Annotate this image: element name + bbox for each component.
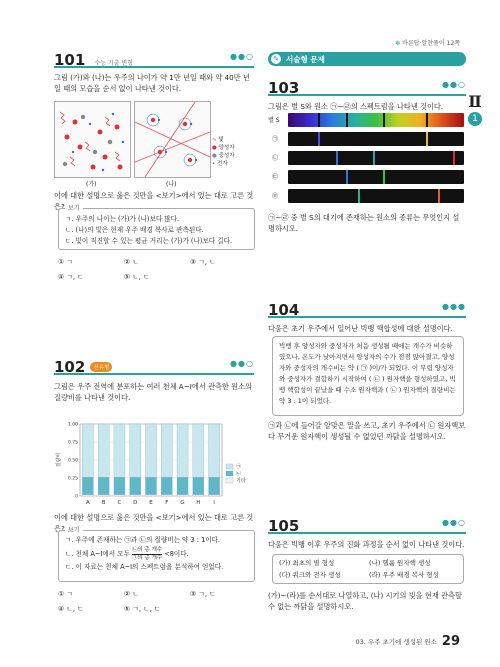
question-prompt: ㉠과 ㉡에 들어갈 알맞은 말을 쓰고, 초기 우주에서 ㉡ 원자핵보다 무거운 원자핵이 생성될 수 없었던 까닭을 설명하시오. — [268, 421, 466, 441]
question-text: 그림 (가)와 (나)는 우주의 나이가 약 1만 년일 때와 약 40만 년일 때의 모습을 순서 없이 나타낸 것이다. — [54, 73, 250, 93]
difficulty-dots: ●●○ — [230, 52, 254, 61]
section-number-badge: 1 — [468, 112, 482, 126]
question-number: 105 — [268, 517, 300, 535]
bar-segment — [145, 495, 156, 496]
question-header — [54, 357, 254, 375]
bogi-label: 보기 — [65, 203, 83, 212]
bar-segment — [145, 477, 156, 494]
figure-a-label: (가) — [86, 181, 97, 188]
question-105 — [268, 516, 466, 550]
legend-swatch — [226, 478, 233, 483]
x-tick-label: G — [180, 500, 185, 506]
bogi-item: ㄴ. 천체 A~I에서 모두 ㉡의 총 개수 ㉠의 총 개수 <8이다. — [65, 546, 189, 561]
chapter-number: Ⅱ — [468, 92, 482, 111]
question-102 — [54, 357, 254, 403]
question-text: 그림은 우주 전역에 분포하는 여러 천체 A~I에서 관측한 원소의 질량비를 나타낸 것이다. — [54, 382, 252, 402]
question-number: 102 — [54, 358, 86, 376]
question-prompt: (가)~(라)를 순서대로 나열하고, (나) 시기의 빛을 현재 관측할 수 없는 까닭을 설명하시오. — [268, 591, 462, 611]
explanation-text: 빅뱅 후 양성자와 중성자가 처음 생성될 때에는 개수가 비슷하였으나, 온도가 낮아지면서 양성자의 수가 점점 많아졌고, 양성자와 중성자의 개수비는 약 ( ㉠ )이/가 되었다. 이 무렵 양성자와 중성자가 결합하기 시작하여 ( ㉡ ) 원자핵을 형성하였고, 빅뱅 핵합성이 끝났을 때 수소 원자핵과 ( ㉡ ) 원자핵의 질량비는 약 3 : 1이 되었다. — [279, 342, 456, 405]
section-title: 서술형 문제 — [286, 55, 325, 64]
chapter-tab — [464, 92, 486, 132]
legend-swatch — [226, 471, 233, 476]
row-label: ㉢ — [272, 174, 279, 181]
pencil-icon: ✎ — [271, 54, 281, 64]
difficulty-dots: ●●○ — [442, 80, 466, 89]
bogi-item: ㄱ. 우주의 나이는 (가)가 (나)보다 많다. — [65, 215, 180, 223]
question-header — [268, 300, 466, 318]
question-header — [268, 78, 466, 96]
new-type-badge: 신유형 — [90, 362, 112, 372]
question-text: 다음은 초기 우주에서 일어난 빅뱅 핵합성에 대한 설명이다. — [268, 324, 453, 333]
question-103 — [268, 78, 466, 112]
bar-segment — [82, 424, 93, 477]
option-c: (다) 쿼크와 전자 생성 — [279, 571, 341, 579]
bar-segment — [161, 495, 172, 496]
element-b-spectrum — [288, 151, 464, 165]
choice-2[interactable]: ② ㄴ — [124, 258, 139, 266]
bogi-item: ㄷ. 빛이 직진할 수 있는 평균 거리는 (가)가 (나)보다 길다. — [65, 237, 233, 245]
neutron-icon: ● — [212, 153, 217, 159]
bar-segment — [114, 424, 125, 477]
legend-swatch — [226, 464, 233, 469]
bar-segment — [98, 424, 109, 477]
question-104 — [268, 300, 466, 334]
bar-segment — [130, 495, 141, 496]
bar-segment — [209, 424, 220, 477]
bogi-item: ㄱ. 우주에 존재하는 ㉠과 ㉡의 질량비는 약 3 : 1이다. — [65, 536, 221, 544]
element-a-spectrum — [288, 132, 464, 146]
bar-segment — [130, 424, 141, 477]
chart-svg — [54, 418, 254, 510]
y-tick-label: 0 — [75, 494, 78, 500]
star-spectrum — [288, 113, 464, 127]
spectrum-figure — [268, 113, 466, 208]
bar-segment — [209, 495, 220, 496]
choice-3[interactable]: ③ ㄱ, ㄴ — [190, 258, 216, 266]
bogi-item: ㄴ. (나)의 빛은 현재 우주 배경 복사로 관측된다. — [65, 226, 204, 234]
x-tick-label: D — [133, 500, 138, 506]
question-prompt: 이에 대한 설명으로 옳은 것만을 <보기>에서 있는 대로 고른 것은? — [54, 513, 254, 533]
figure-b-label: (나) — [166, 181, 177, 188]
x-tick-label: C — [117, 500, 122, 506]
y-tick-label: 0.50 — [67, 458, 78, 464]
choice-1[interactable]: ① ㄱ — [58, 258, 73, 266]
difficulty-dots: ●●● — [442, 302, 466, 311]
x-tick-label: A — [86, 500, 90, 506]
bogi-box — [58, 205, 255, 250]
electron-icon: • — [212, 161, 216, 167]
option-d: (라) 우주 배경 복사 형성 — [369, 571, 439, 579]
difficulty-dots: ●●○ — [442, 518, 466, 527]
figure-b — [134, 101, 211, 178]
bar-segment — [193, 495, 204, 496]
page-number: 29 — [441, 634, 460, 649]
bar-segment — [161, 424, 172, 477]
bar-segment — [98, 495, 109, 496]
bar-segment — [114, 477, 125, 494]
bar-segment — [193, 477, 204, 494]
footer-section: 03. 우주 초기에 생성된 원소 — [355, 638, 437, 646]
bar-segment — [82, 477, 93, 494]
wave-icon: ∿ — [212, 137, 217, 143]
bogi-item: ㄷ. 이 자료는 천체 A~I의 스펙트럼을 분석하여 얻었다. — [65, 563, 224, 571]
legend-label: ㉡ — [236, 471, 242, 477]
question-number: 103 — [268, 79, 300, 97]
bar-segment — [177, 424, 188, 477]
legend-label: 기타 — [236, 478, 246, 484]
bar-segment — [145, 424, 156, 477]
y-tick-label: 0.75 — [67, 440, 78, 446]
option-b: (나) 헬륨 원자핵 생성 — [369, 559, 431, 567]
bar-segment — [130, 477, 141, 494]
bar-segment — [177, 477, 188, 494]
y-tick-label: 0.25 — [67, 476, 78, 482]
bogi-box — [58, 527, 255, 582]
y-axis-label: 질량비 — [56, 452, 62, 468]
bar-segment — [209, 477, 220, 494]
x-tick-label: E — [149, 500, 153, 506]
question-prompt: 이에 대한 설명으로 옳은 것만을 <보기>에서 있는 대로 고른 것은? — [54, 191, 254, 211]
row-label: 별 S — [268, 117, 280, 124]
element-d-spectrum — [288, 189, 464, 203]
question-header — [54, 50, 254, 68]
question-number: 104 — [268, 301, 300, 319]
y-tick-label: 1.00 — [67, 422, 78, 428]
bar-segment — [98, 477, 109, 494]
choice-2[interactable]: ② ㄴ — [124, 590, 139, 598]
choice-5[interactable]: ⑤ ㄴ, ㄷ — [124, 273, 150, 281]
question-number: 101 — [54, 51, 86, 69]
question-prompt: ㉠~㉣ 중 별 S의 대기에 존재하는 원소의 종류는 무엇인지 설명하시오. — [268, 213, 460, 233]
page-footer — [356, 634, 461, 649]
reference-icon: ✻ — [395, 40, 401, 47]
question-text: 다음은 빅뱅 이후 우주의 진화 과정을 순서 없이 나타낸 것이다. — [268, 540, 465, 549]
question-tag: 수능 기출 변형 — [94, 60, 133, 67]
legend-label: ㉠ — [236, 464, 242, 470]
x-tick-label: I — [213, 500, 215, 506]
question-header — [268, 516, 466, 534]
mass-ratio-chart — [54, 418, 254, 510]
option-a: (가) 최초의 별 형성 — [279, 559, 335, 567]
choice-3[interactable]: ③ ㄱ, ㄷ — [190, 590, 216, 598]
choice-4[interactable]: ④ ㄱ, ㄷ — [58, 273, 84, 281]
figure-a-illustration — [55, 102, 130, 177]
explanation-box — [272, 336, 464, 416]
answer-choices — [58, 588, 258, 613]
row-label: ㉣ — [272, 193, 279, 200]
difficulty-dots: ●●○ — [230, 359, 254, 368]
section-banner — [268, 52, 466, 66]
choice-5[interactable]: ⑤ ㄱ, ㄴ, ㄷ — [124, 605, 161, 613]
answer-reference: ✻ 바른답·알찬풀이 12쪽 — [395, 40, 460, 47]
fraction: ㉡의 총 개수 ㉠의 총 개수 — [131, 546, 163, 561]
x-tick-label: F — [165, 500, 169, 506]
x-tick-label: H — [196, 500, 201, 506]
choice-4[interactable]: ④ ㄴ, ㄷ — [58, 605, 84, 613]
answer-choices — [58, 256, 258, 281]
evolution-options-box — [272, 554, 464, 584]
choice-1[interactable]: ① ㄱ — [58, 590, 73, 598]
figure-b-illustration — [135, 102, 210, 177]
bar-segment — [177, 495, 188, 496]
bar-segment — [82, 495, 93, 496]
x-tick-label: B — [101, 500, 106, 506]
row-label: ㉡ — [272, 155, 279, 162]
proton-icon: ● — [212, 145, 217, 151]
question-text: 그림은 별 S와 원소 ㉠~㉣의 스펙트럼을 나타낸 것이다. — [268, 102, 444, 111]
figure-legend: ∿ 빛 ● 양성자 ● 중성자 • 전자 — [212, 137, 235, 167]
row-label: ㉠ — [272, 136, 279, 143]
element-c-spectrum — [288, 170, 464, 184]
figure-a — [54, 101, 131, 178]
bar-segment — [161, 477, 172, 494]
bar-segment — [114, 495, 125, 496]
bogi-label: 보기 — [65, 525, 83, 534]
bar-segment — [193, 424, 204, 477]
